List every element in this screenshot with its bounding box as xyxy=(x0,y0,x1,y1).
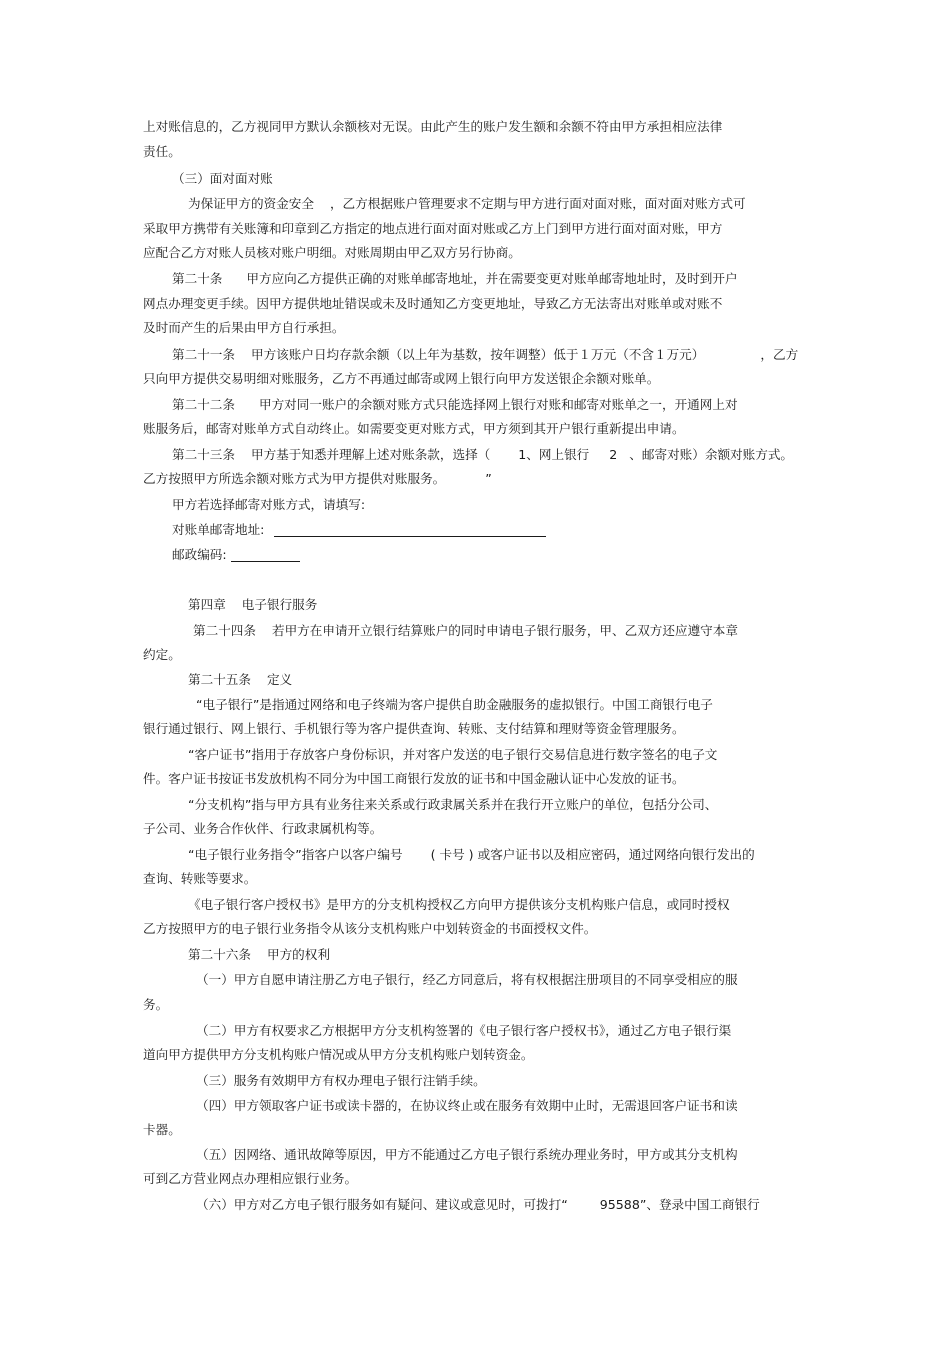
text-line: 可到乙方营业网点办理相应银行业务。 xyxy=(143,1171,358,1186)
chapter-heading: 第四章 电子银行服务 xyxy=(188,597,318,612)
text-line: （三）服务有效期甲方有权办理电子银行注销手续。 xyxy=(196,1073,486,1088)
article-line: 第二十条 甲方应向乙方提供正确的对账单邮寄地址，并在需要变更对账单邮寄地址时，及时到开户 xyxy=(172,271,738,286)
text-line: “电子银行”是指通过网络和电子终端为客户提供自助金融服务的虚拟银行。中国工商银行电子 xyxy=(196,697,713,712)
section-heading: （三）面对面对账 xyxy=(172,171,273,186)
text-line: 银行通过银行、网上银行、手机银行等为客户提供查询、转账、支付结算和理财等资金管理服务。 xyxy=(143,721,685,736)
text-line: 件。客户证书按证书发放机构不同分为中国工商银行发放的证书和中国金融认证中心发放的证书。 xyxy=(143,771,685,786)
text-line: 网点办理变更手续。因甲方提供地址错误或未及时通知乙方变更地址，导致乙方无法寄出对账单或对账不 xyxy=(143,296,723,311)
text-line: “电子银行业务指令”指客户以客户编号 ( 卡号 ) 或客户证书以及相应密码，通过网络向银行发出的 xyxy=(188,847,755,862)
text-line: 乙方按照甲方所选余额对账方式为甲方提供对账服务。 ” xyxy=(143,471,492,486)
article-line: 第二十一条 甲方该账户日均存款余额（以上年为基数，按年调整）低于１万元（不含１万元） ，乙方 xyxy=(172,347,799,362)
text-line: （四）甲方领取客户证书或读卡器的，在协议终止或在服务有效期中止时，无需退回客户证书和读 xyxy=(196,1098,738,1113)
text-line: 只向甲方提供交易明细对账服务，乙方不再通过邮寄或网上银行向甲方发送银企余额对账单。 xyxy=(143,371,660,386)
text-line: 道向甲方提供甲方分支机构账户情况或从甲方分支机构账户划转资金。 xyxy=(143,1047,534,1062)
text-line: “分支机构”指与甲方具有业务往来关系或行政隶属关系并在我行开立账户的单位，包括分公司、 xyxy=(188,797,718,812)
text-line: 子公司、业务合作伙伴、行政隶属机构等。 xyxy=(143,821,383,836)
text-line: 卡器。 xyxy=(143,1122,181,1137)
text-line: “客户证书”指用于存放客户身份标识，并对客户发送的电子银行交易信息进行数字签名的电子文 xyxy=(188,747,718,762)
article-line: 第二十五条 定义 xyxy=(188,672,293,687)
text-line: （一）甲方自愿申请注册乙方电子银行，经乙方同意后，将有权根据注册项目的不同享受相应的服 xyxy=(196,972,738,987)
article-line: 第二十三条 甲方基于知悉并理解上述对账条款，选择（ 1、网上银行 2 、邮寄对账）余额对账方式。 xyxy=(172,447,794,462)
text-line: 约定。 xyxy=(143,647,181,662)
text-line: （六）甲方对乙方电子银行服务如有疑问、建议或意见时，可拨打“ 95588”、登录中国工商银行 xyxy=(196,1197,760,1212)
text-line: （二）甲方有权要求乙方根据甲方分支机构签署的《电子银行客户授权书》，通过乙方电子银行渠 xyxy=(196,1023,732,1038)
text-line: 甲方若选择邮寄对账方式，请填写: xyxy=(172,497,366,512)
text-line: （五）因网络、通讯故障等原因，甲方不能通过乙方电子银行系统办理业务时，甲方或其分支机构 xyxy=(196,1147,738,1162)
text-line: 责任。 xyxy=(143,144,181,159)
text-line: 采取甲方携带有关账簿和印章到乙方指定的地点进行面对面对账或乙方上门到甲方进行面对面对账，甲方 xyxy=(143,221,723,236)
text-line: 上对账信息的，乙方视同甲方默认余额核对无误。由此产生的账户发生额和余额不符由甲方承担相应法律 xyxy=(143,119,723,134)
text-line: 及时而产生的后果由甲方自行承担。 xyxy=(143,320,345,335)
text-line: 《电子银行客户授权书》是甲方的分支机构授权乙方向甲方提供该分支机构账户信息，或同时授权 xyxy=(188,897,730,912)
text-line: 乙方按照甲方的电子银行业务指令从该分支机构账户中划转资金的书面授权文件。 xyxy=(143,921,597,936)
article-line: 第二十二条 甲方对同一账户的余额对账方式只能选择网上银行对账和邮寄对账单之一，开通网上对 xyxy=(172,397,738,412)
postal-code-label: 邮政编码: xyxy=(172,547,227,562)
article-line: 第二十四条 若甲方在申请开立银行结算账户的同时申请电子银行服务，甲、乙双方还应遵守本章 xyxy=(193,623,738,638)
article-line: 第二十六条 甲方的权利 xyxy=(188,947,330,962)
mailing-address-field[interactable] xyxy=(274,536,546,537)
mailing-address-label: 对账单邮寄地址: xyxy=(172,522,265,537)
text-line: 应配合乙方对账人员核对账户明细。对账周期由甲乙双方另行协商。 xyxy=(143,245,521,260)
text-line: 查询、转账等要求。 xyxy=(143,871,257,886)
text-line: 务。 xyxy=(143,997,169,1012)
text-line: 账服务后，邮寄对账单方式自动终止。如需要变更对账方式，甲方须到其开户银行重新提出申请。 xyxy=(143,421,685,436)
text-line: 为保证甲方的资金安全 ，乙方根据账户管理要求不定期与甲方进行面对面对账，面对面对账方式可 xyxy=(188,196,746,211)
postal-code-field[interactable] xyxy=(231,561,300,562)
